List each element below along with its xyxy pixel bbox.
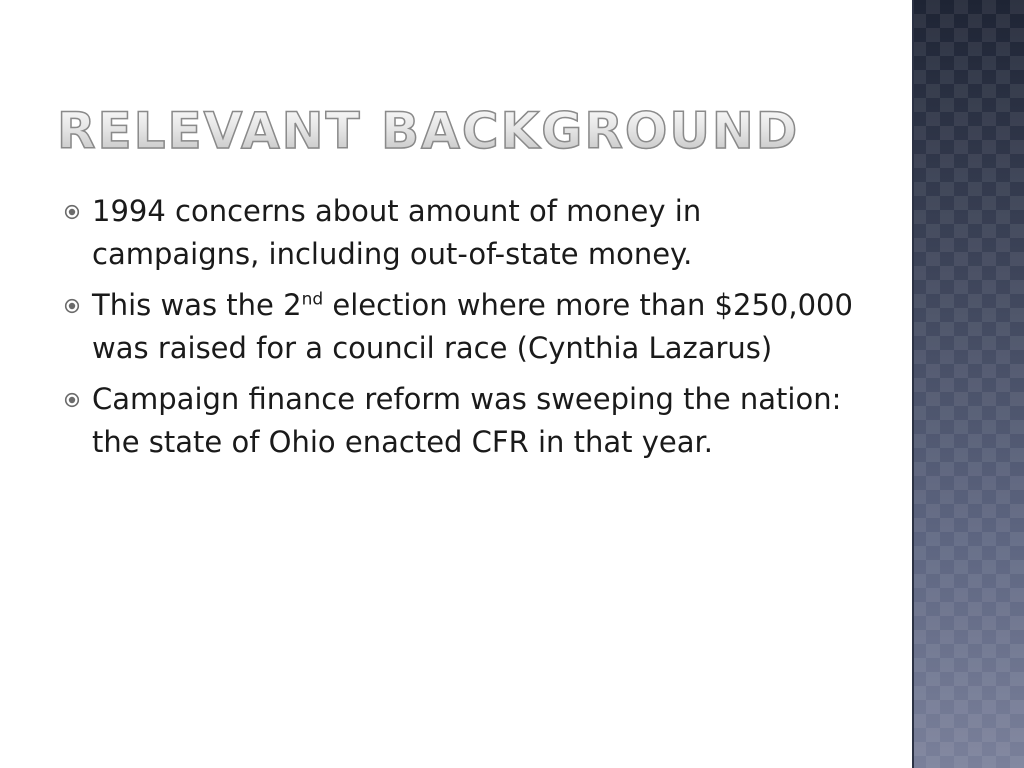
slide-title: RELEVANT BACKGROUND: [57, 102, 800, 160]
bullet-item-1: [62, 190, 862, 276]
bullet-text-start: This was the 2: [92, 288, 302, 322]
bullet-item-2: [62, 284, 862, 370]
circled-dot-icon: [64, 392, 80, 408]
bullet-text: Campaign finance reform was sweeping the nation: the state of Ohio enacted CFR in that year.: [92, 382, 842, 459]
bullet-list: [62, 190, 862, 472]
decorative-side-panel: [912, 0, 1024, 768]
bullet-text: 1994 concerns about amount of money in campaigns, including out-of-state money.: [92, 194, 702, 271]
bullet-item-3: [62, 378, 862, 464]
side-panel-border: [912, 0, 914, 768]
circled-dot-icon: [64, 298, 80, 314]
bullet-text-end: election where more than $250,000 was raised for a council race (Cynthia Lazarus): [92, 288, 853, 365]
ordinal-superscript: nd: [301, 289, 324, 310]
circled-dot-icon: [64, 204, 80, 220]
